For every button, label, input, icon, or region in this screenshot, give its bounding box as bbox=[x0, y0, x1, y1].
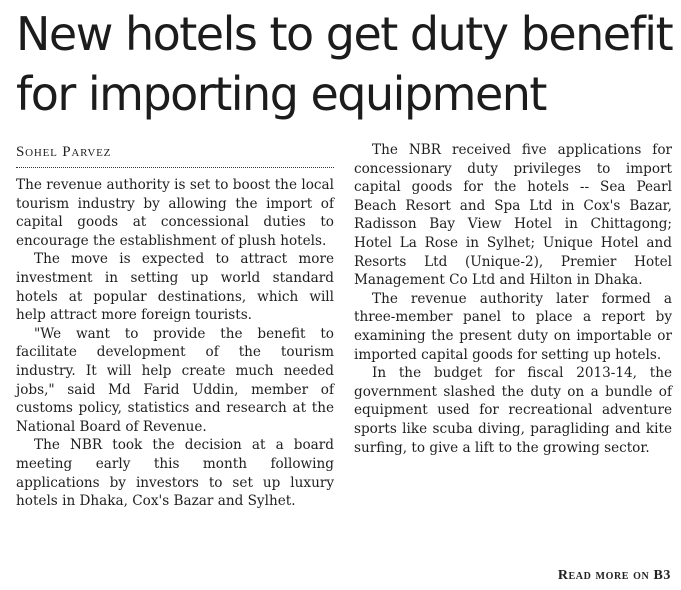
left-column bbox=[16, 141, 334, 586]
paragraph: The move is expected to attract more investment in setting up world standard hotels at popular destinations, which will help attract more foreign tourists. bbox=[16, 251, 334, 324]
headline: New hotels to get duty benefit for importing equipment bbox=[16, 7, 673, 121]
paragraph: The revenue authority is set to boost the local tourism industry by allowing the import of capital goods at concessional duties to encourage the establishment of plush hotels. bbox=[16, 177, 334, 249]
paragraph: The NBR received five applications for concessionary duty privileges to import capital goods for the hotels -- Sea Pearl Beach Resort and Spa Ltd in Cox's Bazar, Radisson Bay View Hotel in Chittagong; Hotel La Rose in Sylhet; Unique Hotel and Resorts Ltd (Unique-2), Premier Hotel Management Co Ltd and Hilton in Dhaka. bbox=[354, 142, 672, 289]
paragraph: "We want to provide the benefit to facilitate development of the tourism industry. It will help create much needed jobs," said Md Farid Uddin, member of customs policy, statistics and research at the National Board of Revenue. bbox=[16, 325, 334, 435]
paragraph: The NBR took the decision at a board meeting early this month following applications by investors to set up luxury hotels in Dhaka, Cox's Bazar and Sylhet. bbox=[16, 437, 334, 510]
paragraph: The revenue authority later formed a three-member panel to place a report by examining the present duty on importable or imported capital goods for setting up hotels. bbox=[354, 290, 672, 363]
paragraph: In the budget for fiscal 2013-14, the government slashed the duty on a bundle of equipment used for recreational adventure sports like scuba diving, paragliding and kite surfing, to give a lift to the growing sector. bbox=[354, 365, 672, 456]
dotted-divider bbox=[16, 167, 334, 168]
read-more-link[interactable]: Read more on B3 bbox=[557, 568, 671, 583]
byline: Sohel Parvez bbox=[16, 144, 112, 160]
article-body bbox=[16, 141, 672, 586]
right-column bbox=[354, 141, 672, 586]
